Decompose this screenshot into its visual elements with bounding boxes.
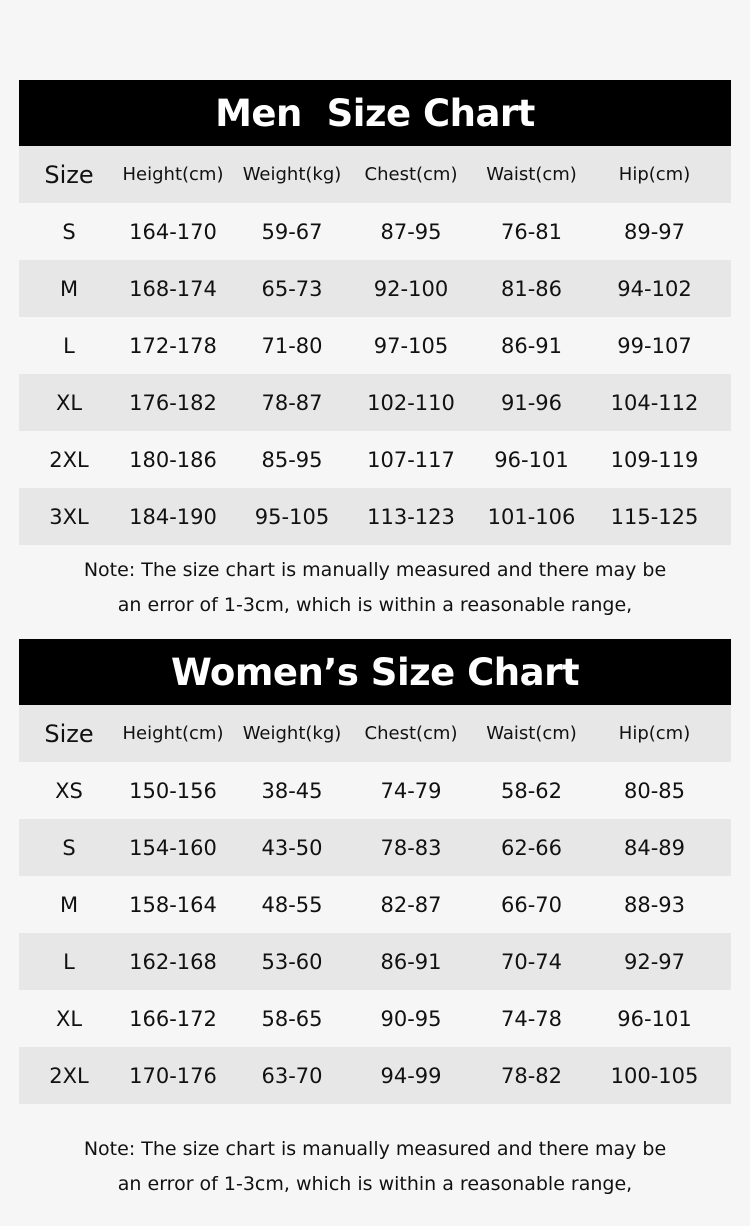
- table-cell: 38-45: [261, 778, 323, 803]
- table-cell: 74-78: [500, 1006, 563, 1031]
- table-cell: 166-172: [129, 1006, 217, 1031]
- table-cell: 59-67: [261, 219, 323, 244]
- table-row: [19, 1047, 731, 1104]
- table-cell: S: [62, 219, 76, 244]
- table-cell: 88-93: [623, 892, 686, 917]
- table-cell: 109-119: [610, 447, 699, 472]
- table-cell: 2XL: [49, 447, 89, 472]
- table-cell: 96-101: [494, 447, 569, 472]
- header-cell: Chest(cm): [364, 164, 458, 185]
- table-cell: 180-186: [129, 447, 217, 472]
- table-cell: 184-190: [129, 504, 217, 529]
- note-line: Note: The size chart is manually measured and there may be: [83, 559, 667, 581]
- header-cell: Hip(cm): [618, 164, 691, 185]
- table-row: [19, 317, 731, 374]
- header-cell: Height(cm): [122, 723, 224, 744]
- women-size-chart: [19, 639, 731, 1104]
- table-cell: 82-87: [380, 892, 442, 917]
- table-cell: 2XL: [49, 1063, 89, 1088]
- table-cell: XL: [55, 1006, 83, 1031]
- table-cell: 176-182: [129, 390, 217, 415]
- header-cell: Weight(kg): [242, 164, 342, 185]
- table-cell: 162-168: [129, 949, 217, 974]
- header-cell: Height(cm): [122, 164, 224, 185]
- table-cell: 95-105: [254, 504, 330, 529]
- header-cell: Size: [44, 719, 94, 748]
- table-cell: 66-70: [500, 892, 563, 917]
- table-cell: XL: [55, 390, 83, 415]
- table-cell: 81-86: [500, 276, 563, 301]
- women-chart-note: [0, 1132, 750, 1202]
- table-cell: 92-100: [373, 276, 449, 301]
- table-row: [19, 990, 731, 1047]
- table-cell: L: [63, 333, 75, 358]
- header-cell: Weight(kg): [242, 723, 342, 744]
- table-row: [19, 260, 731, 317]
- table-cell: 78-82: [500, 1063, 563, 1088]
- table-row: [19, 819, 731, 876]
- header-cell: Hip(cm): [618, 723, 691, 744]
- header-cell: Waist(cm): [486, 723, 577, 744]
- table-cell: 65-73: [261, 276, 323, 301]
- table-cell: 74-79: [380, 778, 442, 803]
- table-cell: 78-83: [380, 835, 442, 860]
- table-cell: 86-91: [380, 949, 442, 974]
- table-row: [19, 374, 731, 431]
- table-cell: 3XL: [49, 504, 89, 529]
- header-cell: Size: [44, 160, 94, 189]
- table-row: [19, 762, 731, 819]
- table-cell: 53-60: [261, 949, 323, 974]
- note-line: an error of 1-3cm, which is within a reasonable range,: [117, 1173, 633, 1195]
- table-cell: 158-164: [129, 892, 217, 917]
- note-line: an error of 1-3cm, which is within a reasonable range,: [117, 594, 633, 616]
- table-cell: M: [59, 892, 79, 917]
- table-row: [19, 431, 731, 488]
- table-cell: 104-112: [610, 390, 699, 415]
- chart-title: Women’s Size Chart: [19, 639, 731, 705]
- table-cell: 86-91: [500, 333, 563, 358]
- header-cell: Waist(cm): [486, 164, 577, 185]
- table-cell: M: [59, 276, 79, 301]
- header-cell: Chest(cm): [364, 723, 458, 744]
- table-cell: 99-107: [617, 333, 692, 358]
- note-line: Note: The size chart is manually measured and there may be: [83, 1138, 667, 1160]
- table-cell: XS: [55, 778, 83, 803]
- men-chart-note: [0, 553, 750, 623]
- table-cell: 94-99: [380, 1063, 442, 1088]
- table-cell: 63-70: [261, 1063, 323, 1088]
- chart-title: Men Size Chart: [19, 80, 731, 146]
- table-header-row: [19, 146, 731, 203]
- table-cell: 97-105: [373, 333, 449, 358]
- table-cell: 168-174: [129, 276, 217, 301]
- table-row: [19, 933, 731, 990]
- table-cell: 84-89: [623, 835, 686, 860]
- table-cell: 78-87: [261, 390, 323, 415]
- table-cell: 43-50: [261, 835, 323, 860]
- table-cell: 62-66: [500, 835, 563, 860]
- table-cell: 101-106: [487, 504, 576, 529]
- table-cell: 70-74: [500, 949, 563, 974]
- table-cell: 91-96: [500, 390, 563, 415]
- table-cell: 58-65: [261, 1006, 323, 1031]
- table-cell: 48-55: [261, 892, 323, 917]
- table-cell: 76-81: [500, 219, 563, 244]
- table-cell: 107-117: [367, 447, 455, 472]
- table-cell: S: [62, 835, 76, 860]
- table-cell: 164-170: [129, 219, 217, 244]
- men-size-chart: [19, 80, 731, 545]
- table-cell: L: [63, 949, 75, 974]
- table-cell: 80-85: [623, 778, 686, 803]
- table-cell: 172-178: [129, 333, 217, 358]
- table-cell: 96-101: [617, 1006, 692, 1031]
- table-cell: 92-97: [623, 949, 686, 974]
- table-header-row: [19, 705, 731, 762]
- table-cell: 90-95: [380, 1006, 442, 1031]
- table-row: [19, 203, 731, 260]
- table-cell: 71-80: [261, 333, 323, 358]
- table-cell: 94-102: [617, 276, 692, 301]
- table-cell: 89-97: [623, 219, 686, 244]
- table-cell: 85-95: [261, 447, 323, 472]
- table-row: [19, 876, 731, 933]
- table-cell: 113-123: [367, 504, 455, 529]
- table-cell: 115-125: [610, 504, 699, 529]
- table-cell: 150-156: [129, 778, 217, 803]
- table-cell: 87-95: [380, 219, 442, 244]
- table-cell: 102-110: [367, 390, 455, 415]
- table-cell: 58-62: [500, 778, 563, 803]
- table-row: [19, 488, 731, 545]
- table-cell: 100-105: [610, 1063, 699, 1088]
- table-cell: 154-160: [129, 835, 217, 860]
- table-cell: 170-176: [129, 1063, 217, 1088]
